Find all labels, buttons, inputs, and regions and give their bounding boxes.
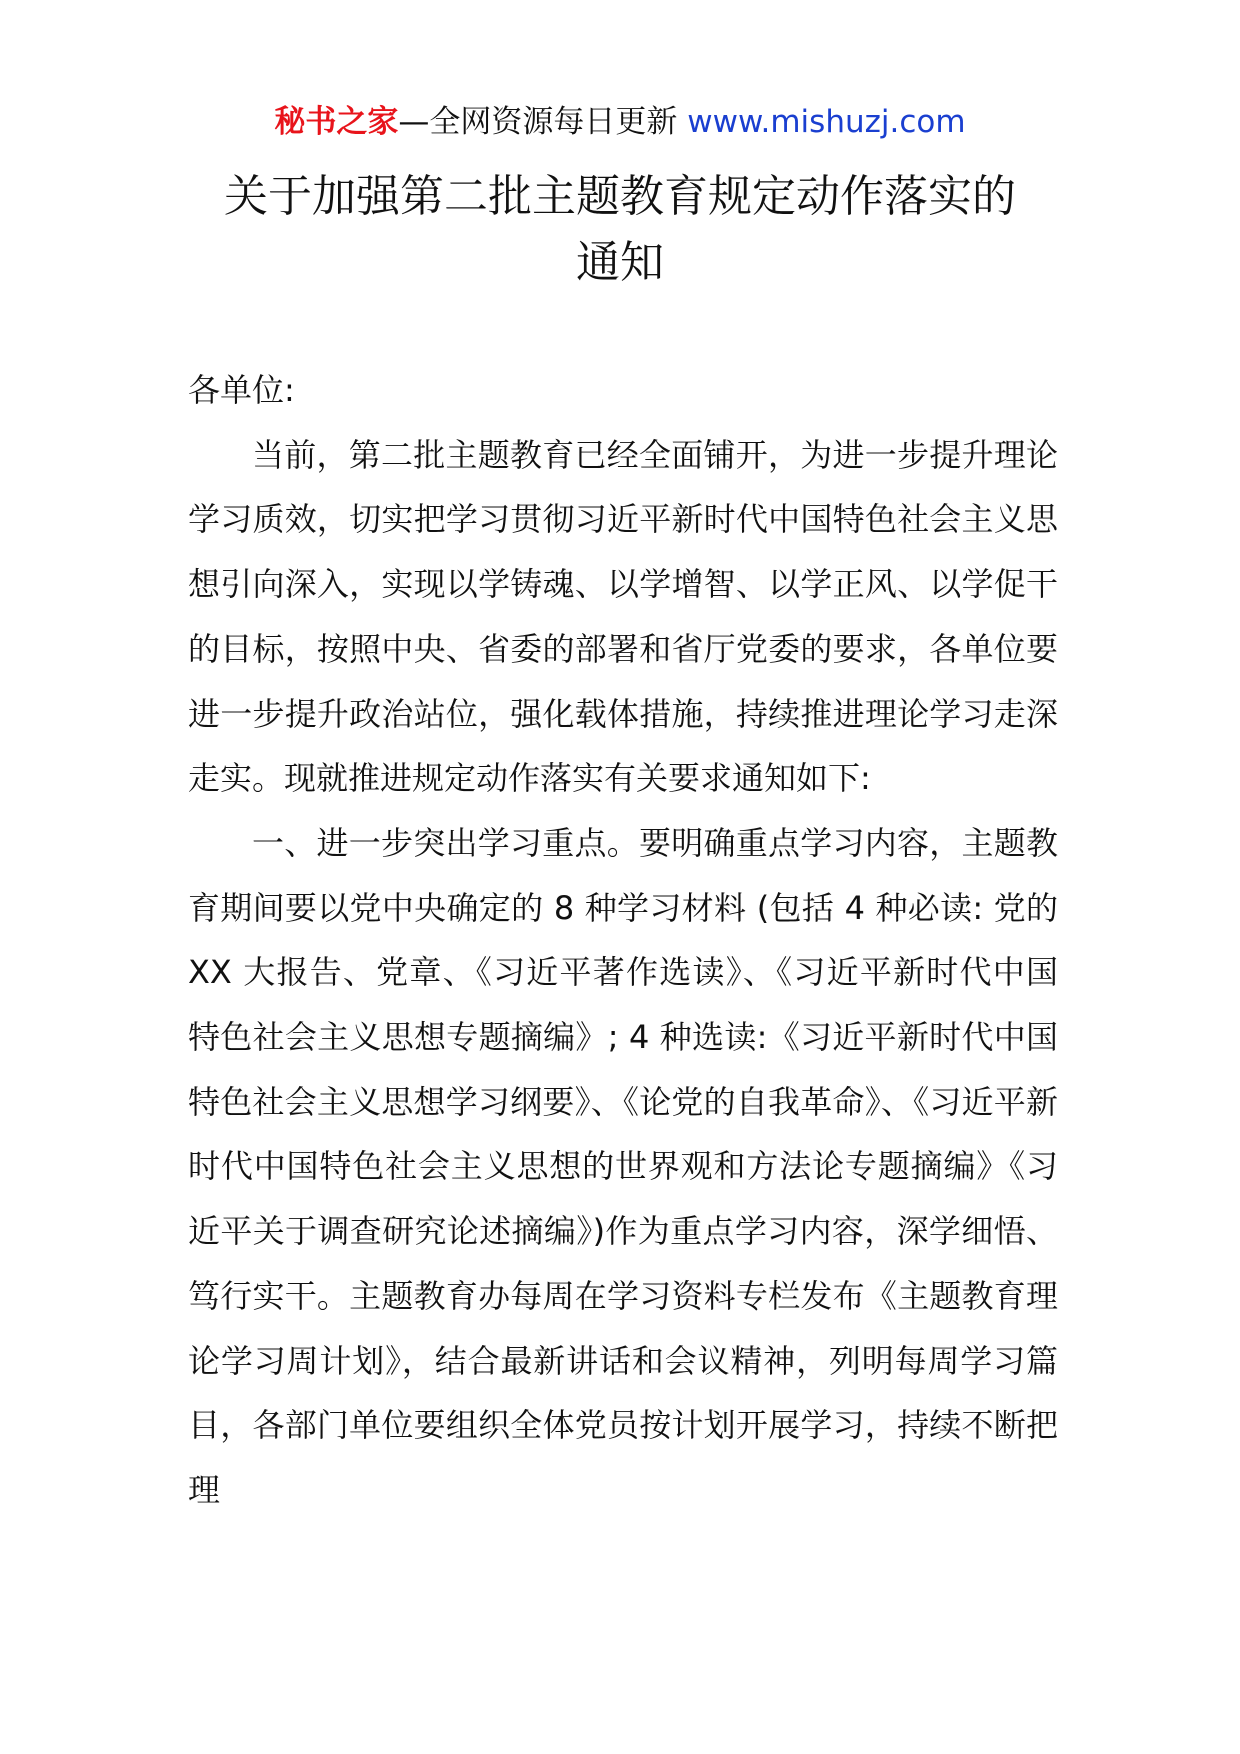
document-body <box>188 358 1058 1523</box>
paragraph-intro: 当前，第二批主题教育已经全面铺开，为进一步提升理论学习质效，切实把学习贯彻习近平新时代中国特色社会主义思想引向深入，实现以学铸魂、以学增智、以学正风、以学促干的目标，按照中央、省委的部署和省厅党委的要求，各单位要进一步提升政治站位，强化载体措施，持续推进理论学习走深走实。现就推进规定动作落实有关要求通知如下: <box>188 435 1058 798</box>
salutation: 各单位: <box>188 371 295 409</box>
brand-name: 秘书之家 <box>274 104 399 140</box>
title-line-2: 通知 <box>576 237 664 288</box>
header-slogan: —全网资源每日更新 <box>398 104 688 140</box>
site-url-link[interactable]: www.mishuzj.com <box>687 104 966 140</box>
site-header <box>0 100 1240 144</box>
title-line-1: 关于加强第二批主题教育规定动作落实的 <box>224 171 1016 222</box>
document-title <box>170 164 1070 296</box>
paragraph-section-1: 一、进一步突出学习重点。要明确重点学习内容，主题教育期间要以党中央确定的 8 种学习材料 (包括 4 种必读: 党的 XX 大报告、党章、《习近平著作选读》、《习近平新时代中国特色社会主义思想专题摘编》; 4 种选读:《习近平新时代中国特色社会主义思想学习纲要》、《论党的自我革命》、《习近平新时代中国特色社会主义思想的世界观和方法论专题摘编》《习近平关于调查研究论述摘编》)作为重点学习内容，深学细悟、笃行实干。主题教育办每周在学习资料专栏发布《主题教育理论学习周计划》，结合最新讲话和会议精神，列明每周学习篇目，各部门单位要组织全体党员按计划开展学习，持续不断把理 <box>188 823 1058 1509</box>
